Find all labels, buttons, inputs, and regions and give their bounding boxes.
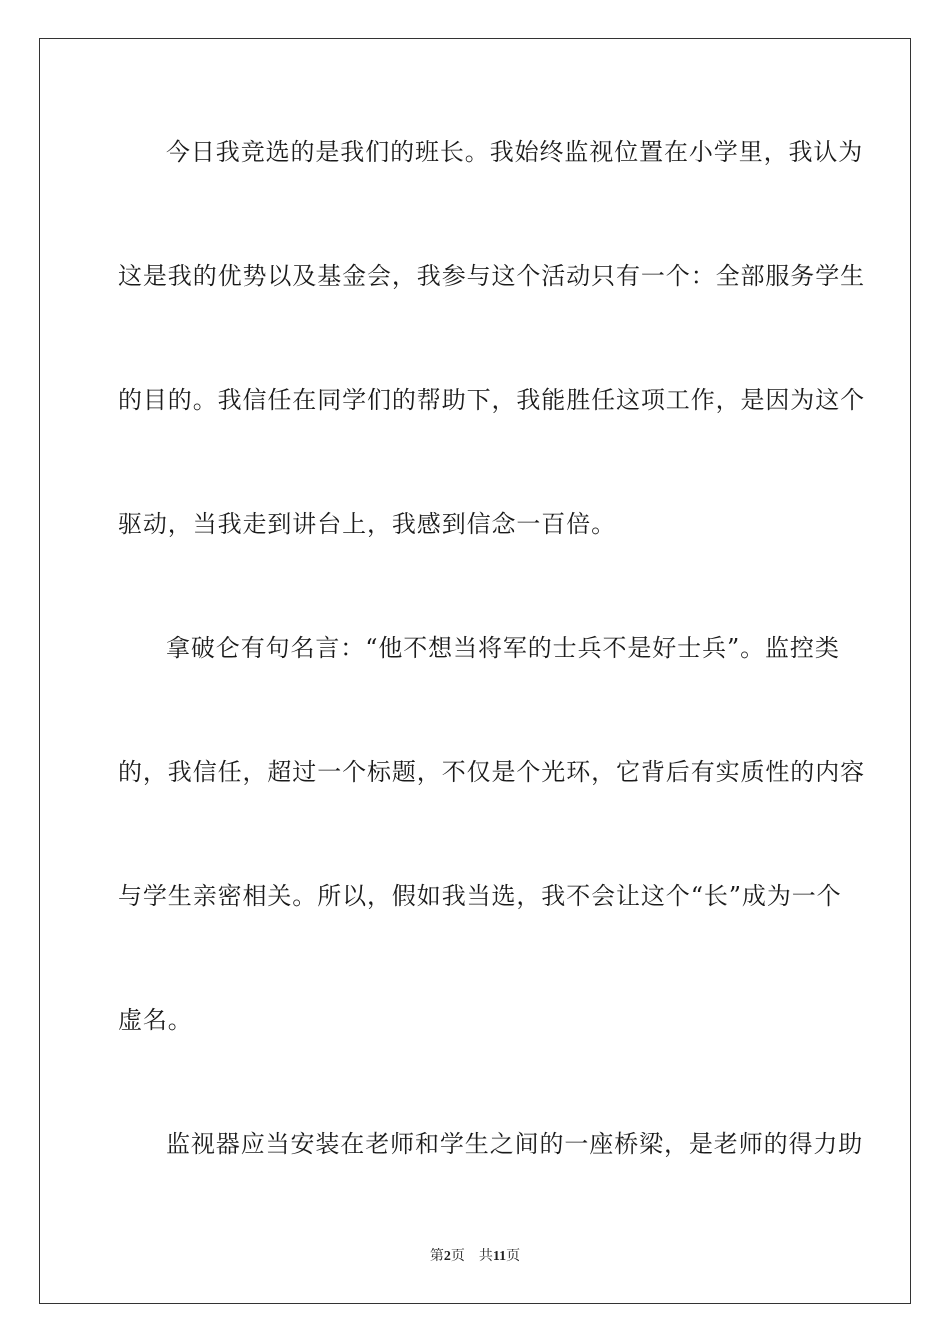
paragraph-1-line-3: 的目的。我信任在同学们的帮助下，我能胜任这项工作，是因为这个 bbox=[118, 386, 865, 414]
paragraph-1-line-2: 这是我的优势以及基金会，我参与这个活动只有一个：全部服务学生 bbox=[118, 262, 865, 290]
paragraph-1-line-4: 驱动，当我走到讲台上，我感到信念一百倍。 bbox=[118, 510, 616, 538]
paragraph-2-line-3: 与学生亲密相关。所以，假如我当选，我不会让这个“长”成为一个 bbox=[118, 882, 842, 910]
paragraph-1-line-1: 今日我竞选的是我们的班长。我始终监视位置在小学里，我认为 bbox=[166, 138, 864, 166]
page-label-suffix: 页 bbox=[450, 1249, 465, 1264]
page-number: 2 bbox=[443, 1249, 451, 1264]
page-label-prefix: 第 bbox=[429, 1249, 444, 1264]
page-footer bbox=[0, 1248, 950, 1266]
total-pages: 11 bbox=[492, 1249, 507, 1264]
total-label-prefix: 共 bbox=[478, 1249, 493, 1264]
paragraph-2-line-2: 的，我信任，超过一个标题，不仅是个光环，它背后有实质性的内容 bbox=[118, 758, 865, 786]
paragraph-2-line-1: 拿破仑有句名言：“他不想当将军的士兵不是好士兵”。监控类 bbox=[166, 634, 840, 662]
page-border bbox=[39, 38, 911, 1304]
total-label-suffix: 页 bbox=[506, 1249, 521, 1264]
paragraph-2-line-4: 虚名。 bbox=[118, 1006, 193, 1034]
paragraph-3-line-1: 监视器应当安装在老师和学生之间的一座桥梁，是老师的得力助 bbox=[166, 1130, 864, 1158]
